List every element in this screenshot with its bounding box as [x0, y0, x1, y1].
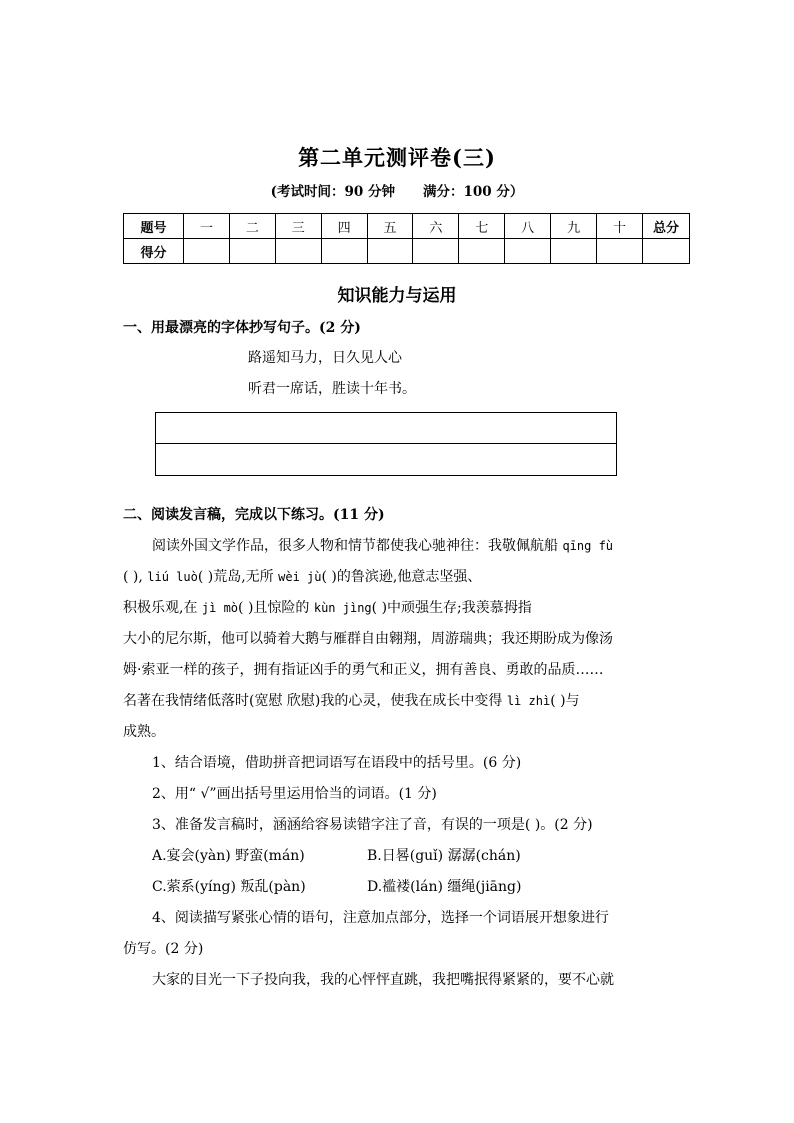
copy-sentence-2: 听君一席话，胜读十年书。: [248, 381, 416, 397]
score-table-header-row: [124, 214, 690, 239]
exam-time: (考试时间：90 分钟: [270, 184, 395, 200]
sub-question-1: 1、结合语境，借助拼音把词语写在语段中的括号里。(6 分): [152, 755, 522, 771]
score-entry-cell[interactable]: [321, 239, 367, 264]
score-entry-cell[interactable]: [505, 239, 551, 264]
score-entry-cell[interactable]: [551, 239, 597, 264]
score-table: [123, 213, 690, 264]
exam-subtitle: [0, 180, 794, 200]
pinyin: wèi jù: [278, 570, 322, 584]
option-c: C.萦系(yíng) 叛乱(pàn): [152, 879, 306, 895]
score-entry-cell[interactable]: [367, 239, 413, 264]
sub-question-4-cont: 仿写。(2 分): [123, 941, 204, 957]
score-header-cell: 八: [505, 214, 551, 239]
passage-line-1: 阅读外国文学作品，很多人物和情节都使我心驰神往：我敬佩航船 qīng fù: [152, 538, 614, 554]
score-header-cell: 四: [321, 214, 367, 239]
option-b: B.日晷(guǐ) 潺潺(chán): [367, 848, 521, 864]
score-entry-cell[interactable]: [597, 239, 643, 264]
score-header-cell: 总分: [643, 214, 690, 239]
score-entry-cell[interactable]: [275, 239, 321, 264]
passage-line-2: ( ), liú luò( )荒岛,无所 wèi jù( )的鲁滨逊,他意志坚强、: [123, 569, 482, 585]
option-d: D.褴褛(lán) 缰绳(jiāng): [367, 879, 522, 895]
writing-divider: [156, 443, 616, 444]
option-a: A.宴会(yàn) 野蛮(mán): [152, 848, 305, 864]
passage-line-4: 大小的尼尔斯，他可以骑着大鹅与雁群自由翱翔，周游瑞典；我还期盼成为像汤: [123, 631, 613, 647]
section-title: 知识能力与运用: [337, 286, 457, 306]
score-entry-cell[interactable]: [459, 239, 505, 264]
score-entry-cell[interactable]: [413, 239, 459, 264]
score-entry-cell[interactable]: [643, 239, 690, 264]
score-entry-cell[interactable]: [184, 239, 230, 264]
pinyin: liú luò: [147, 570, 198, 584]
question-2-heading: 二、阅读发言稿，完成以下练习。(11 分): [123, 507, 385, 523]
sub-question-3: 3、准备发言稿时，涵涵给容易读错字注了音，有误的一项是( )。(2 分): [152, 817, 593, 833]
exam-full-score: 满分：100 分）: [422, 184, 524, 200]
score-header-cell: 五: [367, 214, 413, 239]
sub-question-2: 2、用“ √”画出括号里运用恰当的词语。(1 分): [152, 786, 437, 802]
question-1-heading: 一、用最漂亮的字体抄写句子。(2 分): [123, 320, 361, 336]
score-header-cell: 三: [275, 214, 321, 239]
passage-line-6: 名著在我情绪低落时(宽慰 欣慰)我的心灵，使我在成长中变得 lì zhì( )与: [123, 693, 580, 709]
score-header-cell: 十: [597, 214, 643, 239]
score-header-cell: 二: [229, 214, 275, 239]
score-header-cell: 一: [184, 214, 230, 239]
score-entry-cell[interactable]: [229, 239, 275, 264]
score-header-cell: 九: [551, 214, 597, 239]
pinyin: lì zhì: [506, 694, 551, 708]
passage-line-3: 积极乐观,在 jì mò( )且惊险的 kùn jìng( )中顽强生存;我羡慕拇指: [123, 600, 532, 616]
score-header-cell: 六: [413, 214, 459, 239]
score-header-cell: 题号: [124, 214, 184, 239]
score-table-score-row: [124, 239, 690, 264]
pinyin: jì mò: [201, 601, 239, 615]
sub-question-4: 4、阅读描写紧张心情的语句，注意加点部分，选择一个词语展开想象进行: [152, 910, 609, 926]
pinyin: kùn jìng: [313, 601, 372, 615]
exam-title: 第二单元测评卷(三): [298, 145, 496, 170]
sample-passage: 大家的目光一下子投向我，我的心怦怦直跳，我把嘴抿得紧紧的，要不心就: [152, 972, 614, 988]
score-row-label: 得分: [124, 239, 184, 264]
passage-line-7: 成熟。: [123, 724, 165, 740]
handwriting-box[interactable]: [155, 412, 617, 476]
copy-sentence-1: 路遥知马力，日久见人心: [248, 350, 402, 366]
passage-line-5: 姆·索亚一样的孩子，拥有指证凶手的勇气和正义，拥有善良、勇敢的品质……: [123, 662, 604, 678]
pinyin: qīng fù: [562, 539, 614, 553]
score-header-cell: 七: [459, 214, 505, 239]
